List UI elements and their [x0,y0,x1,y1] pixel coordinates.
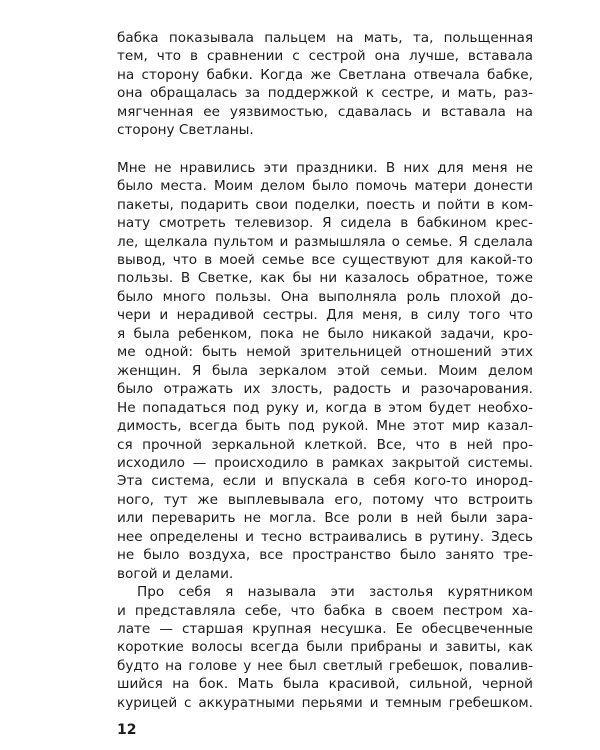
text-line: тем, что в сравнении с сестрой она лучше, вставала [117,48,533,64]
text-line: Не попадаться под руку и, когда в этом будет необхо- [117,400,533,416]
text-line: было отражать их злость, радость и разочарования. [117,381,533,397]
text-line: было много пользы. Она выполняла роль плохой до- [117,289,533,305]
text-line: женщин. Я была зеркалом этой семьи. Моим делом [117,363,533,379]
text-line: ме одной: быть немой зрительницей отношений этих [117,344,533,360]
text-line: Мне не нравились эти праздники. В них для меня не [117,160,533,176]
text-line: она обращалась за поддержкой к сестре, и мать, раз- [117,85,533,101]
text-line: ного, тут же выплевывала его, потому что встроить [117,492,533,508]
text-line: вогой и делами. [117,566,234,582]
text-line: сторону Светланы. [117,122,254,138]
text-line: пакеты, подарить свои поделки, поесть и пойти в ком- [117,197,533,213]
text-line: нее определены и тесно встраивались в рутину. Здесь [117,529,533,545]
text-line: ле, щелкала пультом и размышляла о семье. Я сделала [117,234,533,250]
text-line: исходило — происходило в рамках закрытой системы. [117,455,533,471]
text-line: шийся на бок. Мать была красивой, сильной, черной [117,676,533,692]
text-line: чери и нерадивой сестры. Для меня, в силу того что [117,307,533,323]
text-line: короткие волосы всегда были прибраны и завиты, как [117,639,533,655]
text-line: не было воздуха, все пространство было занято тре- [117,547,533,563]
text-line: димость, всегда быть под рукой. Мне этот мир казал- [117,418,533,434]
text-line: было места. Моим делом было помочь матери донести [117,178,533,194]
text-line: Про себя я называла эти застолья курятником [137,584,533,600]
text-line: лате — старшая крупная несушка. Ее обесцвеченные [117,621,533,637]
text-line: будто на голове у нее был светлый гребешок, повалив- [117,658,533,674]
text-line: или переварить не могла. Все роли в ней были зара- [117,510,533,526]
page-number: 12 [117,722,137,738]
text-line: Эта система, если и впускала в себя кого-то инород- [117,473,533,489]
text-line: я была ребенком, пока не было никакой задачи, кро- [117,326,533,342]
text-line: ся прочной зеркальной клеткой. Все, что в ней про- [117,437,533,453]
text-line: пользы. В Светке, как бы ни казалось обратное, тоже [117,270,533,286]
text-line: бабка показывала пальцем на мать, та, польщенная [117,30,533,46]
text-line: курицей с аккуратными перьями и темным гребешком. [117,695,533,711]
text-line: мягченная ее уязвимостью, сдавалась и вставала на [117,104,533,120]
text-line: на сторону бабки. Когда же Светлана отвечала бабке, [117,67,533,83]
text-line: и представляла себе, что бабка в своем пестром ха- [117,603,533,619]
text-line: вывод, что в моей семье все существуют для какой-то [117,252,533,268]
text-line: нату смотреть телевизор. Я сидела в бабкином крес- [117,215,533,231]
